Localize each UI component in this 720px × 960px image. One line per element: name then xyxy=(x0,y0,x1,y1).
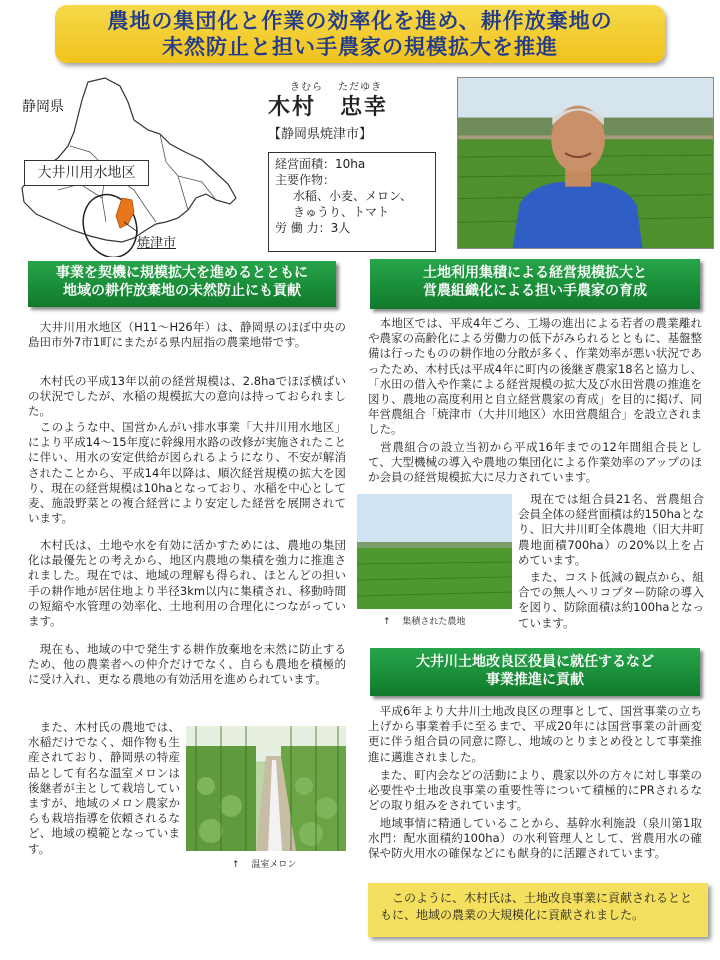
left-paragraph-4: 木村氏は、土地や水を有効に活かすためには、農地の集団化は最優先との考えから、地区内農地の集積を強力に推進されました。現在では、地域の理解も得られ、ほとんどの担い手の耕作地が居住地より半径3km以内に集積され、移動時間の短縮や水管理の効率化、土地利用の合理化につながっています。 xyxy=(28,538,346,629)
melon-photo-caption: ↑ 温室メロン xyxy=(232,860,297,870)
section-heading-2-line-2: 営農組織化による担い手農家の育成 xyxy=(423,283,647,299)
profile-box xyxy=(268,152,436,252)
section-heading-3-line-1: 大井川土地改良区役員に就任するなど xyxy=(416,654,654,670)
left-paragraph-6: また、木村氏の農地では、水稲だけでなく、畑作物も生産されており、静岡県の特産品として有名な温室メロンは後継者が主として栽培していますが、地域のメロン農家からも栽培指導を依頼されるなど、地域の模範となっています。 xyxy=(28,720,180,856)
section-heading-1-line-2: 地域の耕作放棄地の未然防止にも貢献 xyxy=(63,283,301,299)
left-paragraph-5: 現在も、地域の中で発生する耕作放棄地を未然に防止するため、他の農業者への仲介だけでなく、自らも農地を積極的に受け入れ、更なる農地の有効活用を進められています。 xyxy=(28,642,346,687)
profile-crops-1: 水稲、小麦、メロン、 xyxy=(293,189,413,203)
profile-area: 経営面積：10ha xyxy=(275,157,366,171)
map-city-label: 焼津市 xyxy=(137,236,177,251)
right-paragraph-3: 現在では組合員21名、営農組合会員全体の経営面積は約150haとなり、旧大井川町全体農地（旧大井町農地面積700ha）の20%以上を占めています。 xyxy=(518,492,704,567)
title-line-1: 農地の集団化と作業の効率化を進め、耕作放棄地の xyxy=(107,9,613,33)
right-paragraph-4: また、コスト低減の観点から、組合での無人ヘリコプター防除の導入を図り、防除面積は約100haとなっています。 xyxy=(518,570,704,630)
title-line-2: 未然防止と担い手農家の規模拡大を推進 xyxy=(162,35,558,59)
right-paragraph-1: 本地区では、平成4年ごろ、工場の進出による若者の農業離れや農家の高齢化による労働力の低下がみられるとともに、基盤整備は行ったものの耕作地の分散が多く、作業効率が悪い状況であったため、木村氏は平成4年に町内の後継ぎ農家18名と協力し、「水田の借入や作業による経営規模の拡大及び水田営農の推進を図り、農地の高度利用と自立経営農家の育成」を目的に掲げ、同年営農組合「焼津市（大井川地区）水田営農組合」を設立されました。 xyxy=(368,316,702,437)
right-paragraph-6: また、町内会などの活動により、農家以外の方々に対し事業の必要性や土地改良事業の重要性等について積極的にPRされるなどの取り組みをされています。 xyxy=(368,768,702,813)
profile-labor: 労 働 力：3人 xyxy=(275,221,351,235)
name-ruby: きむら ただゆき xyxy=(290,82,383,93)
map-prefecture-label: 静岡県 xyxy=(22,99,64,115)
right-paragraph-2: 営農組合の設立当初から平成16年までの12年間組合長として、大型機械の導入や農地の集団化による作業効率のアップのほか会員の経営規模拡大に尽力されています。 xyxy=(368,440,702,485)
conclusion-box xyxy=(368,883,708,937)
section-heading-1-line-1: 事業を契機に規模拡大を進めるとともに xyxy=(56,265,308,281)
section-heading-3 xyxy=(370,648,700,696)
farmer-location: 【静岡県焼津市】 xyxy=(268,127,373,142)
profile-crops-2: きゅうり、トマト xyxy=(293,205,390,219)
left-paragraph-3: このような中、国営かんがい排水事業「大井川用水地区」により平成14～15年度に幹線用水路の改修が実施されたことに伴い、用水の安定供給が図られるようになり、不安が解消されたことから、平成14年以降は、順次経営規模の拡大を図り、現在の経営規模は10haとなっており、水稲を中心として麦、施設野菜との複合経営により安定した経営を展開されています。 xyxy=(28,420,346,526)
left-paragraph-2: 木村氏の平成13年以前の経営規模は、2.8haでほぼ横ばいの状況でしたが、水稲の規模拡大の意向は持っておられました。 xyxy=(28,374,346,419)
farmland-photo-caption: ↑ 集積された農地 xyxy=(383,617,466,627)
consolidated-farmland-photo xyxy=(357,494,512,609)
section-heading-2 xyxy=(370,259,700,309)
left-paragraph-1: 大井川用水地区（H11～H26年）は、静岡県のほぼ中央の島田市外7市1町にまたがる県内屈指の農業地帯です。 xyxy=(28,320,346,350)
section-heading-3-line-2: 事業推進に貢献 xyxy=(486,672,584,688)
section-heading-1 xyxy=(28,261,336,307)
map-district-label: 大井川用水地区 xyxy=(24,160,149,186)
profile-crops-label: 主要作物： xyxy=(275,173,336,187)
right-paragraph-5: 平成6年より大井川土地改良区の理事として、国営事業の立ち上げから事業着手に至るまで、平成20年には国営事業の計画変更に伴う組合員の同意に際し、地域のとりまとめ役として事業推進に邁進されました。 xyxy=(368,704,702,764)
conclusion-text: このように、木村氏は、土地改良事業に貢献されるとともに、地域の農業の大規模化に貢献されました。 xyxy=(380,891,693,922)
section-heading-2-line-1: 土地利用集積による経営規模拡大と xyxy=(423,265,647,281)
farmer-name: 木村 忠幸 xyxy=(268,95,389,120)
title-banner xyxy=(55,5,665,63)
greenhouse-melon-photo xyxy=(186,726,346,851)
right-paragraph-7: 地域事情に精通していることから、基幹水利施設（泉川第1取水門：配水面積約100ha）の水利管理人として、営農用水の確保や防火用水の確保などにも献身的に活躍されています。 xyxy=(368,816,702,861)
farmer-portrait-photo xyxy=(457,77,714,249)
